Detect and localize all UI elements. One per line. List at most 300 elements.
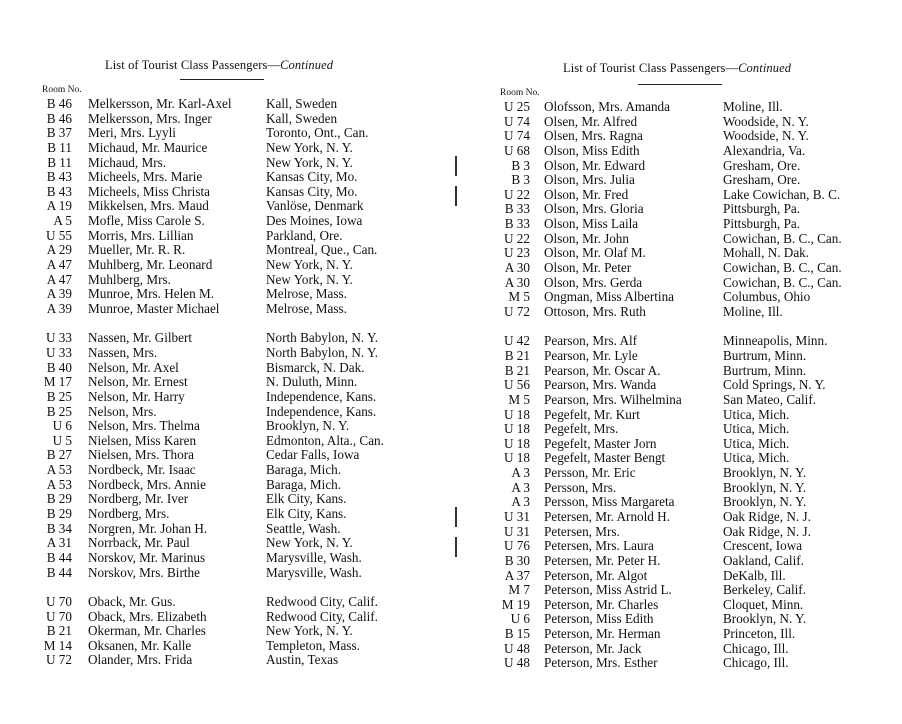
passenger-residence: Austin, Texas <box>266 652 339 668</box>
passenger-residence: Burtrum, Minn. <box>723 347 807 363</box>
room-number: U 31 <box>503 508 530 524</box>
passenger-residence: Princeton, Ill. <box>723 626 796 642</box>
room-number: U 72 <box>503 303 530 319</box>
passenger-row <box>0 287 450 302</box>
passenger-row <box>0 536 450 551</box>
passenger-name: Pearson, Mrs. Alf <box>544 333 638 349</box>
passenger-row <box>455 202 902 217</box>
passenger-row <box>455 554 902 569</box>
passenger-row <box>0 97 450 112</box>
passenger-name: Norskov, Mr. Marinus <box>88 549 206 565</box>
passenger-row <box>0 229 450 244</box>
passenger-name: Nelson, Mr. Harry <box>88 388 185 404</box>
room-number: U 33 <box>45 330 72 346</box>
room-number: B 43 <box>46 169 72 185</box>
passenger-residence: Oak Ridge, N. J. <box>723 523 811 539</box>
passenger-row <box>455 129 902 144</box>
room-number: M 17 <box>43 374 72 390</box>
passenger-row <box>0 112 450 127</box>
passenger-row <box>0 492 450 507</box>
passenger-residence: Baraga, Mich. <box>266 476 342 492</box>
passenger-name: Persson, Miss Margareta <box>544 494 675 510</box>
room-number: U 23 <box>503 245 530 261</box>
passenger-row <box>455 159 902 174</box>
room-number: B 40 <box>46 359 72 375</box>
room-number: B 46 <box>46 96 72 111</box>
passenger-residence: Minneapolis, Minn. <box>723 333 828 349</box>
passenger-row <box>0 595 450 610</box>
passenger-name: Micheels, Miss Christa <box>88 183 210 199</box>
margin-mark <box>455 537 457 557</box>
room-number: B 43 <box>46 183 72 199</box>
passenger-row <box>455 144 902 159</box>
left-passenger-rows <box>0 97 450 668</box>
passenger-name: Nordbeck, Mr. Isaac <box>88 462 196 478</box>
room-number: B 27 <box>46 447 72 463</box>
passenger-row <box>455 276 902 291</box>
passenger-row <box>0 156 450 171</box>
passenger-residence: Berkeley, Calif. <box>723 582 807 598</box>
passenger-name: Peterson, Mr. Herman <box>544 626 661 642</box>
passenger-residence: North Babylon, N. Y. <box>266 344 379 360</box>
passenger-name: Melkersson, Mrs. Inger <box>88 110 212 126</box>
room-number: B 21 <box>504 347 530 363</box>
passenger-name: Nielsen, Miss Karen <box>88 432 197 448</box>
room-number: B 34 <box>46 520 72 536</box>
passenger-row <box>455 305 902 320</box>
room-number: U 74 <box>503 128 530 144</box>
passenger-row <box>455 569 902 584</box>
passenger-row <box>455 349 902 364</box>
room-number: B 25 <box>46 388 72 404</box>
margin-mark <box>455 156 457 176</box>
passenger-row <box>455 627 902 642</box>
right-heading-continued: Continued <box>738 61 792 75</box>
room-number: B 46 <box>46 110 72 126</box>
passenger-residence: Brooklyn, N. Y. <box>723 494 807 510</box>
right-column <box>455 0 902 724</box>
room-number: U 22 <box>503 230 530 246</box>
room-number: B 11 <box>47 154 72 170</box>
margin-mark <box>455 186 457 206</box>
passenger-name: Nielsen, Mrs. Thora <box>88 447 194 463</box>
passenger-row <box>455 539 902 554</box>
passenger-name: Nassen, Mrs. <box>88 344 158 360</box>
passenger-residence: Redwood City, Calif. <box>266 593 378 609</box>
passenger-residence: Gresham, Ore. <box>723 172 801 188</box>
passenger-residence: Woodside, N. Y. <box>723 113 809 129</box>
passenger-residence: Columbus, Ohio <box>723 289 811 305</box>
passenger-name: Olson, Miss Laila <box>544 216 639 232</box>
passenger-name: Olson, Mr. Edward <box>544 157 646 173</box>
passenger-row <box>0 273 450 288</box>
passenger-row <box>455 437 902 452</box>
passenger-row <box>455 583 902 598</box>
room-number: A 3 <box>511 494 530 510</box>
right-list-heading: List of Tourist Class Passengers—Continued <box>563 61 792 75</box>
passenger-residence: Marysville, Wash. <box>266 564 362 580</box>
room-number: A 47 <box>46 271 72 287</box>
passenger-row <box>0 405 450 420</box>
passenger-name: Nordberg, Mr. Iver <box>88 491 189 507</box>
passenger-name: Peterson, Mr. Algot <box>544 567 648 583</box>
passenger-residence: Cowichan, B. C., Can. <box>723 274 842 290</box>
room-number: B 29 <box>46 491 72 507</box>
passenger-residence: Parkland, Ore. <box>266 227 343 243</box>
passenger-name: Olsen, Mrs. Ragna <box>544 128 643 144</box>
passenger-row <box>0 331 450 346</box>
passenger-name: Olsen, Mr. Alfred <box>544 113 638 129</box>
passenger-residence: Independence, Kans. <box>266 388 377 404</box>
passenger-row <box>0 214 450 229</box>
room-number: U 18 <box>503 421 530 437</box>
passenger-name: Oback, Mrs. Elizabeth <box>88 608 207 624</box>
passenger-row <box>0 478 450 493</box>
passenger-residence: Alexandria, Va. <box>723 142 806 158</box>
passenger-name: Nelson, Mrs. <box>88 403 157 419</box>
passenger-name: Olson, Mrs. Gloria <box>544 201 644 217</box>
passenger-name: Norskov, Mrs. Birthe <box>88 564 200 580</box>
left-heading-title: List of Tourist Class Passengers <box>105 58 268 72</box>
passenger-row <box>0 522 450 537</box>
passenger-residence: Brooklyn, N. Y. <box>723 611 807 627</box>
passenger-row <box>0 419 450 434</box>
room-number: B 21 <box>46 623 72 639</box>
passenger-row <box>455 525 902 540</box>
room-number: A 3 <box>511 479 530 495</box>
passenger-residence: Utica, Mich. <box>723 435 790 451</box>
passenger-row <box>455 232 902 247</box>
passenger-row <box>455 115 902 130</box>
room-number: U 31 <box>503 523 530 539</box>
room-number: B 3 <box>511 157 530 173</box>
room-number: U 25 <box>503 99 530 114</box>
passenger-residence: Mohall, N. Dak. <box>723 245 810 261</box>
passenger-residence: Chicago, Ill. <box>723 655 789 671</box>
room-number: U 5 <box>52 432 72 448</box>
passenger-residence: Marysville, Wash. <box>266 549 362 565</box>
room-number: U 76 <box>503 538 530 554</box>
passenger-residence: Oakland, Calif. <box>723 552 804 568</box>
margin-mark <box>455 507 457 527</box>
passenger-name: Pegefelt, Master Bengt <box>544 450 666 466</box>
passenger-name: Pegefelt, Master Jorn <box>544 435 657 451</box>
passenger-residence: Kall, Sweden <box>266 96 338 111</box>
passenger-name: Okerman, Mr. Charles <box>88 623 206 639</box>
room-number: U 33 <box>45 344 72 360</box>
room-number: A 30 <box>504 274 530 290</box>
room-number: A 19 <box>46 198 72 214</box>
passenger-name: Meri, Mrs. Lyyli <box>88 125 176 141</box>
passenger-row <box>455 290 902 305</box>
room-number: U 72 <box>45 652 72 668</box>
room-number: B 30 <box>504 552 530 568</box>
passenger-row <box>0 566 450 581</box>
passenger-name: Pearson, Mrs. Wilhelmina <box>544 391 682 407</box>
right-passenger-rows <box>455 100 902 671</box>
passenger-row <box>0 463 450 478</box>
passenger-name: Olson, Mrs. Gerda <box>544 274 643 290</box>
passenger-name: Mofle, Miss Carole S. <box>88 213 205 229</box>
passenger-residence: Pittsburgh, Pa. <box>723 201 801 217</box>
passenger-residence: Brooklyn, N. Y. <box>266 418 350 434</box>
room-number: A 53 <box>46 462 72 478</box>
passenger-residence: Melrose, Mass. <box>266 300 347 316</box>
room-number: U 48 <box>503 640 530 656</box>
passenger-residence: Brooklyn, N. Y. <box>723 479 807 495</box>
room-number: B 29 <box>46 505 72 521</box>
passenger-residence: Utica, Mich. <box>723 421 790 437</box>
passenger-residence: Chicago, Ill. <box>723 640 789 656</box>
passenger-row <box>455 408 902 423</box>
passenger-residence: Moline, Ill. <box>723 303 783 319</box>
room-number: U 6 <box>510 611 530 627</box>
passenger-name: Nordberg, Mrs. <box>88 505 170 521</box>
passenger-row <box>455 246 902 261</box>
passenger-row <box>455 100 902 115</box>
passenger-row <box>0 258 450 273</box>
passenger-residence: Utica, Mich. <box>723 406 790 422</box>
room-number: A 39 <box>46 300 72 316</box>
room-number: U 18 <box>503 406 530 422</box>
passenger-name: Petersen, Mr. Peter H. <box>544 552 661 568</box>
passenger-name: Mikkelsen, Mrs. Maud <box>88 198 209 214</box>
passenger-row <box>455 364 902 379</box>
passenger-row <box>0 639 450 654</box>
passenger-residence: Melrose, Mass. <box>266 286 347 302</box>
passenger-name: Olson, Mr. Fred <box>544 186 629 202</box>
passenger-name: Persson, Mr. Eric <box>544 465 636 481</box>
passenger-name: Pearson, Mr. Lyle <box>544 347 638 363</box>
passenger-row <box>0 243 450 258</box>
passenger-row <box>0 141 450 156</box>
room-number: A 30 <box>504 260 530 276</box>
passenger-name: Olofsson, Mrs. Amanda <box>544 99 671 114</box>
passenger-name: Olander, Mrs. Frida <box>88 652 193 668</box>
room-number: A 53 <box>46 476 72 492</box>
passenger-residence: Cedar Falls, Iowa <box>266 447 360 463</box>
passenger-name: Melkersson, Mr. Karl-Axel <box>88 96 232 111</box>
passenger-residence: Pittsburgh, Pa. <box>723 216 801 232</box>
passenger-residence: Woodside, N. Y. <box>723 128 809 144</box>
room-number: U 68 <box>503 142 530 158</box>
passenger-name: Olson, Mrs. Julia <box>544 172 635 188</box>
passenger-name: Muhlberg, Mrs. <box>88 271 171 287</box>
passenger-residence: Lake Cowichan, B. C. <box>723 186 841 202</box>
passenger-name: Persson, Mrs. <box>544 479 617 495</box>
room-number: A 5 <box>53 213 72 229</box>
passenger-residence: Baraga, Mich. <box>266 462 342 478</box>
room-number: B 25 <box>46 403 72 419</box>
left-list-heading: List of Tourist Class Passengers—Continued <box>105 58 334 72</box>
passenger-name: Nelson, Mrs. Thelma <box>88 418 200 434</box>
passenger-row <box>455 378 902 393</box>
passenger-row <box>455 642 902 657</box>
room-number: B 44 <box>46 549 72 565</box>
passenger-name: Munroe, Mrs. Helen M. <box>88 286 214 302</box>
passenger-residence: Kall, Sweden <box>266 110 338 126</box>
passenger-residence: N. Duluth, Minn. <box>266 374 358 390</box>
room-number: M 5 <box>508 289 530 305</box>
passenger-residence: Redwood City, Calif. <box>266 608 378 624</box>
passenger-row <box>455 217 902 232</box>
room-number: U 6 <box>52 418 72 434</box>
passenger-residence: New York, N. Y. <box>266 154 353 170</box>
passenger-row <box>0 390 450 405</box>
passenger-residence: Seattle, Wash. <box>266 520 341 536</box>
room-number: B 37 <box>46 125 72 141</box>
passenger-residence: Cold Springs, N. Y. <box>723 377 826 393</box>
passenger-row <box>0 302 450 317</box>
room-number: U 56 <box>503 377 530 393</box>
passenger-row <box>455 656 902 671</box>
room-number: U 55 <box>45 227 72 243</box>
passenger-residence: New York, N. Y. <box>266 139 353 155</box>
passenger-name: Micheels, Mrs. Marie <box>88 169 203 185</box>
passenger-name: Peterson, Mrs. Esther <box>544 655 658 671</box>
passenger-name: Oback, Mr. Gus. <box>88 593 176 609</box>
passenger-name: Ongman, Miss Albertina <box>544 289 675 305</box>
passenger-row <box>455 173 902 188</box>
passenger-name: Morris, Mrs. Lillian <box>88 227 194 243</box>
passenger-name: Muhlberg, Mr. Leonard <box>88 257 213 273</box>
passenger-residence: San Mateo, Calif. <box>723 391 817 407</box>
left-room-number-header: Room No. <box>42 85 82 95</box>
right-heading-title: List of Tourist Class Passengers <box>563 61 726 75</box>
passenger-name: Petersen, Mrs. Laura <box>544 538 654 554</box>
room-number: B 3 <box>511 172 530 188</box>
passenger-name: Pearson, Mr. Oscar A. <box>544 362 661 378</box>
passenger-name: Michaud, Mr. Maurice <box>88 139 208 155</box>
passenger-row <box>0 624 450 639</box>
passenger-row <box>455 188 902 203</box>
passenger-row <box>0 551 450 566</box>
passenger-row <box>455 422 902 437</box>
room-number: M 5 <box>508 391 530 407</box>
passenger-row <box>0 653 450 668</box>
passenger-name: Peterson, Mr. Charles <box>544 596 659 612</box>
passenger-residence: Gresham, Ore. <box>723 157 801 173</box>
passenger-row <box>0 448 450 463</box>
passenger-residence: New York, N. Y. <box>266 535 353 551</box>
room-number: B 11 <box>47 139 72 155</box>
passenger-residence: Kansas City, Mo. <box>266 169 358 185</box>
passenger-name: Peterson, Mr. Jack <box>544 640 642 656</box>
room-number: M 14 <box>43 637 72 653</box>
passenger-name: Pearson, Mrs. Wanda <box>544 377 657 393</box>
passenger-row <box>455 612 902 627</box>
room-number: B 44 <box>46 564 72 580</box>
passenger-residence: Edmonton, Alta., Can. <box>266 432 384 448</box>
passenger-residence: Elk City, Kans. <box>266 491 347 507</box>
passenger-row <box>0 126 450 141</box>
passenger-name: Pegefelt, Mrs. <box>544 421 619 437</box>
passenger-row <box>455 334 902 349</box>
passenger-name: Pegefelt, Mr. Kurt <box>544 406 640 422</box>
passenger-row <box>0 434 450 449</box>
passenger-residence: Brooklyn, N. Y. <box>723 465 807 481</box>
passenger-residence: Oak Ridge, N. J. <box>723 508 811 524</box>
passenger-residence: Elk City, Kans. <box>266 505 347 521</box>
passenger-residence: Cowichan, B. C., Can. <box>723 260 842 276</box>
passenger-row <box>0 346 450 361</box>
room-number: U 70 <box>45 593 72 609</box>
passenger-row <box>0 199 450 214</box>
room-number: A 37 <box>504 567 530 583</box>
room-number: U 18 <box>503 450 530 466</box>
passenger-row <box>0 375 450 390</box>
passenger-name: Olson, Mr. John <box>544 230 629 246</box>
left-column <box>0 0 450 724</box>
passenger-residence: Cowichan, B. C., Can. <box>723 230 842 246</box>
left-heading-continued: Continued <box>280 58 334 72</box>
passenger-residence: Utica, Mich. <box>723 450 790 466</box>
room-number: B 21 <box>504 362 530 378</box>
passenger-residence: North Babylon, N. Y. <box>266 330 379 346</box>
passenger-residence: New York, N. Y. <box>266 623 353 639</box>
passenger-residence: Montreal, Que., Can. <box>266 242 378 258</box>
passenger-residence: DeKalb, Ill. <box>723 567 786 583</box>
passenger-name: Oksanen, Mr. Kalle <box>88 637 192 653</box>
room-number: B 33 <box>504 201 530 217</box>
room-number: A 39 <box>46 286 72 302</box>
passenger-residence: Kansas City, Mo. <box>266 183 358 199</box>
passenger-residence: Toronto, Ont., Can. <box>266 125 369 141</box>
passenger-residence: Bismarck, N. Dak. <box>266 359 365 375</box>
room-number: U 74 <box>503 113 530 129</box>
passenger-residence: New York, N. Y. <box>266 257 353 273</box>
room-number: M 7 <box>508 582 530 598</box>
passenger-row <box>0 610 450 625</box>
passenger-row <box>455 393 902 408</box>
room-number: U 42 <box>503 333 530 349</box>
passenger-row <box>0 361 450 376</box>
passenger-residence: Crescent, Iowa <box>723 538 803 554</box>
passenger-name: Ottoson, Mrs. Ruth <box>544 303 646 319</box>
room-number: B 15 <box>504 626 530 642</box>
passenger-residence: Burtrum, Minn. <box>723 362 807 378</box>
passenger-name: Munroe, Master Michael <box>88 300 220 316</box>
passenger-residence: New York, N. Y. <box>266 271 353 287</box>
passenger-residence: Independence, Kans. <box>266 403 377 419</box>
room-number: B 33 <box>504 216 530 232</box>
passenger-row <box>0 185 450 200</box>
passenger-name: Olson, Mr. Olaf M. <box>544 245 646 261</box>
passenger-name: Olson, Mr. Peter <box>544 260 632 276</box>
right-room-number-header: Room No. <box>500 88 540 98</box>
room-number: U 48 <box>503 655 530 671</box>
passenger-name: Olson, Miss Edith <box>544 142 640 158</box>
passenger-name: Norrback, Mr. Paul <box>88 535 190 551</box>
room-number: U 22 <box>503 186 530 202</box>
left-heading-rule <box>180 79 264 80</box>
passenger-name: Mueller, Mr. R. R. <box>88 242 186 258</box>
passenger-name: Petersen, Mrs. <box>544 523 620 539</box>
passenger-row <box>455 495 902 510</box>
passenger-residence: Vanlöse, Denmark <box>266 198 364 214</box>
right-heading-rule <box>638 84 722 85</box>
passenger-name: Nordbeck, Mrs. Annie <box>88 476 206 492</box>
passenger-name: Nelson, Mr. Ernest <box>88 374 188 390</box>
room-number: U 18 <box>503 435 530 451</box>
passenger-row <box>0 507 450 522</box>
passenger-name: Nelson, Mr. Axel <box>88 359 179 375</box>
passenger-row <box>455 598 902 613</box>
passenger-row <box>455 466 902 481</box>
passenger-row <box>0 170 450 185</box>
passenger-name: Michaud, Mrs. <box>88 154 167 170</box>
room-number: U 70 <box>45 608 72 624</box>
